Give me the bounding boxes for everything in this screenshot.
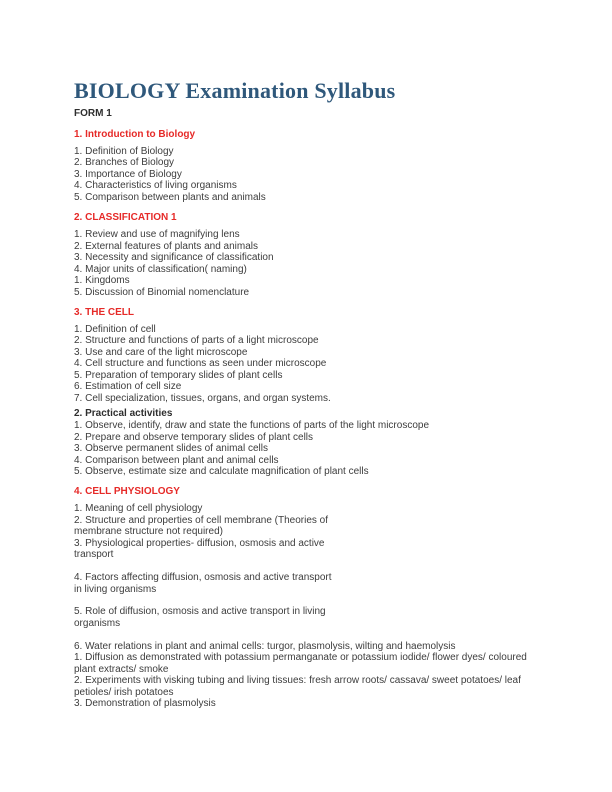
section-heading: 1. Introduction to Biology [74,129,196,140]
syllabus-line: 2. Structure and properties of cell membrane (Theories of [74,514,329,526]
section-item-list [74,229,554,298]
syllabus-line: 2. Prepare and observe temporary slides of plant cells [74,431,314,443]
section-heading: 2. CLASSIFICATION 1 [74,212,177,224]
syllabus-line: plant extracts/ smoke [74,663,169,675]
syllabus-line: 5. Preparation of temporary slides of plant cells [74,369,283,381]
syllabus-line: 1. Definition of Biology [74,146,174,157]
syllabus-line: membrane structure not required) [74,526,223,538]
syllabus-line: 7. Cell specialization, tissues, organs, and organ systems. [74,392,331,404]
syllabus-line: 5. Observe, estimate size and calculate magnification of plant cells [74,465,369,477]
syllabus-line: 3. Demonstration of plasmolysis [74,698,216,710]
syllabus-line: 1. Meaning of cell physiology [74,503,203,515]
syllabus-line [74,595,554,606]
syllabus-line: organisms [74,617,121,629]
syllabus-line: 2. Structure and functions of parts of a light microscope [74,335,319,347]
subsection-heading: 2. Practical activities [74,408,173,420]
section-item-list [74,146,554,203]
syllabus-line: 5. Role of diffusion, osmosis and active transport in living [74,606,326,618]
page-title: BIOLOGY Examination Syllabus [74,78,396,103]
syllabus-line: 2. Experiments with visking tubing and living tissues: fresh arrow roots/ cassava/ sweet potatoes/ leaf [74,675,521,687]
syllabus-line: 3. Importance of Biology [74,168,182,180]
section-classification-1 [74,212,554,298]
syllabus-line: 4. Cell structure and functions as seen under microscope [74,358,327,370]
syllabus-line: 6. Water relations in plant and animal cells: turgor, plasmolysis, wilting and haemolysis [74,640,456,652]
syllabus-line: 1. Kingdoms [74,275,130,287]
syllabus-line: 3. Necessity and significance of classification [74,252,274,264]
section-item-list [74,503,554,709]
syllabus-line: 6. Estimation of cell size [74,381,182,393]
syllabus-line: 3. Physiological properties- diffusion, osmosis and active [74,537,325,549]
syllabus-line: 3. Use and care of the light microscope [74,346,248,358]
section-practical-activities [74,408,554,477]
syllabus-line: 1. Observe, identify, draw and state the functions of parts of the light microscope [74,420,429,432]
section-introduction-to-biology [74,129,554,203]
syllabus-line: 1. Review and use of magnifying lens [74,229,240,241]
section-cell-physiology [74,486,554,709]
syllabus-line: 2. Branches of Biology [74,157,175,169]
syllabus-line: 4. Factors affecting diffusion, osmosis and active transport [74,572,332,584]
syllabus-line: 5. Comparison between plants and animals [74,191,266,203]
section-heading: 3. THE CELL [74,306,135,318]
syllabus-line: 4. Characteristics of living organisms [74,180,237,192]
section-heading: 4. CELL PHYSIOLOGY [74,486,180,498]
syllabus-line: 4. Major units of classification( naming) [74,263,247,275]
syllabus-line: 1. Definition of cell [74,323,156,335]
syllabus-line: 3. Observe permanent slides of animal cells [74,443,268,455]
syllabus-line: in living organisms [74,583,157,595]
section-item-list [74,420,554,477]
syllabus-line [74,561,554,572]
section-the-cell [74,307,554,404]
form-level-label: FORM 1 [74,108,112,119]
syllabus-line: 2. External features of plants and animals [74,240,258,252]
syllabus-line: 1. Diffusion as demonstrated with potassium permanganate or potassium iodide/ flower dyes/ coloured [74,652,527,664]
syllabus-line: transport [74,549,114,561]
syllabus-line: 5. Discussion of Binomial nomenclature [74,286,250,298]
syllabus-line [74,629,554,640]
syllabus-line: petioles/ irish potatoes [74,686,174,698]
syllabus-line: 4. Comparison between plant and animal cells [74,454,279,466]
section-item-list [74,324,554,404]
